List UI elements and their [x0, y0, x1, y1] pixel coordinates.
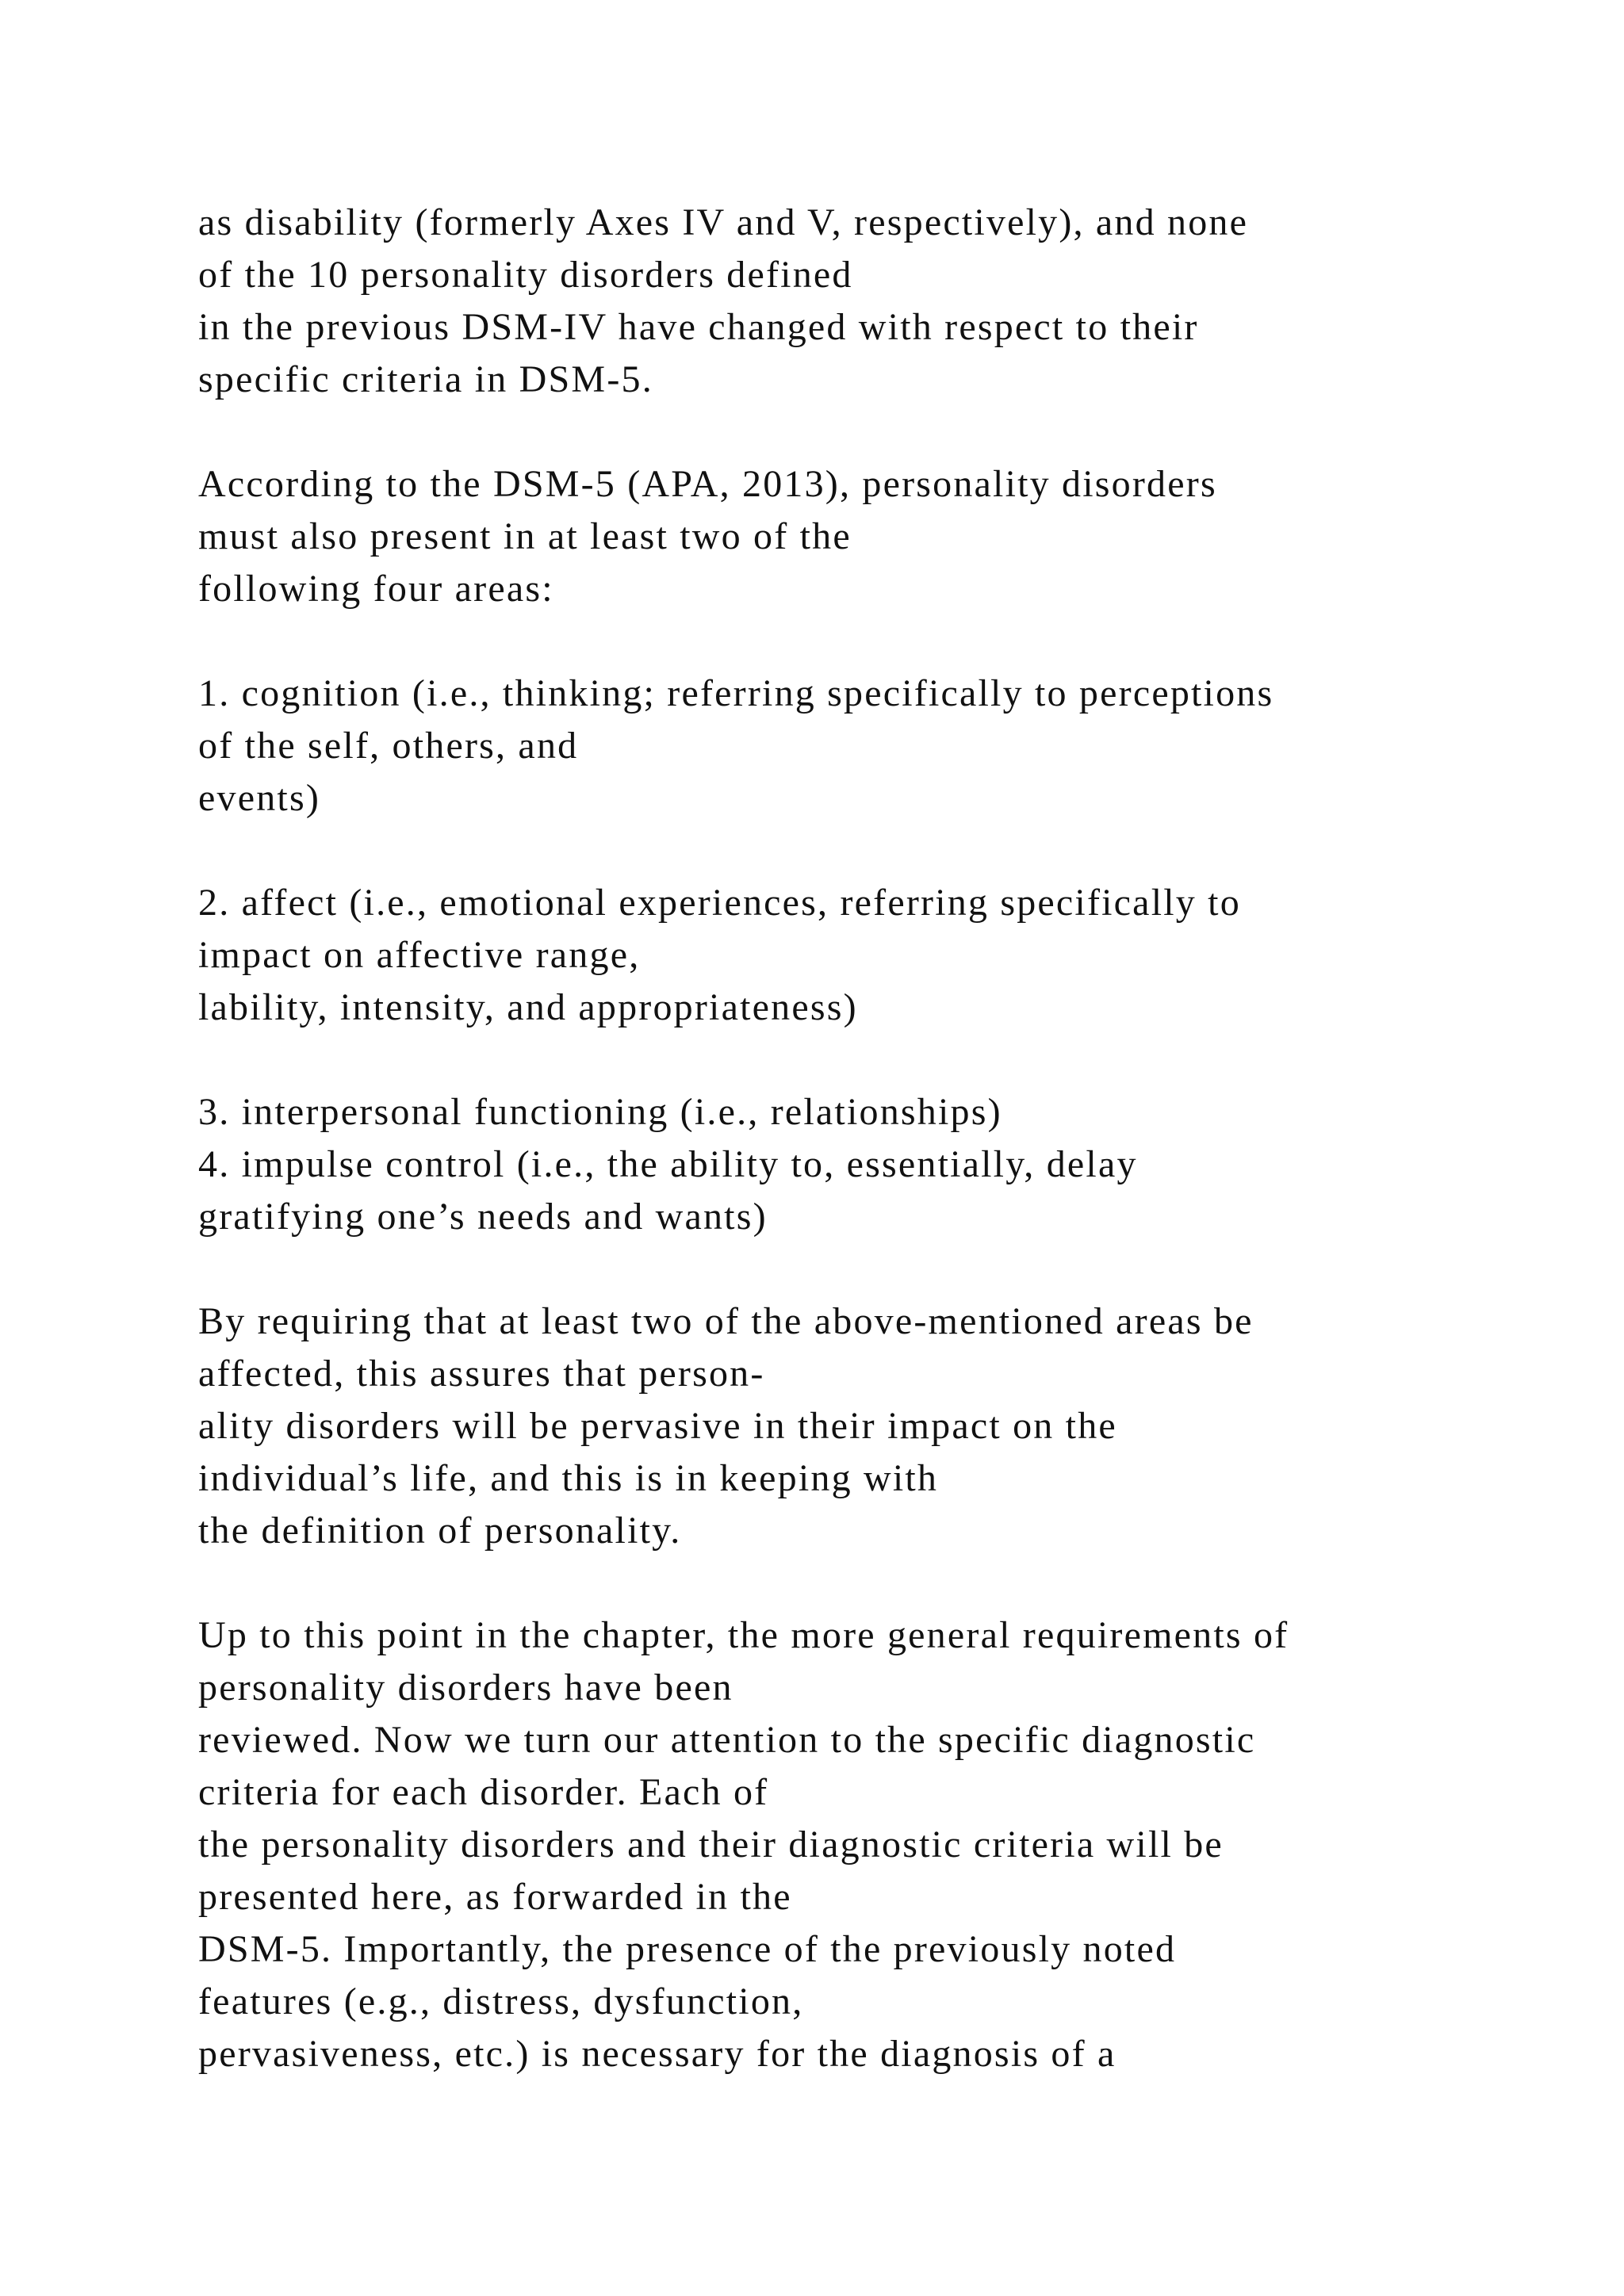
list-item-affect [198, 877, 1594, 1034]
paragraph-gap [198, 1034, 1594, 1086]
paragraph-gap [198, 406, 1594, 458]
text-line: 4. impulse control (i.e., the ability to, essentially, delay [198, 1143, 1138, 1185]
text-line: in the previous DSM-IV have changed with respect to their [198, 306, 1199, 348]
text-line: individual’s life, and this is in keeping with [198, 1457, 939, 1499]
paragraph-pervasive-impact [198, 1295, 1594, 1557]
text-line: must also present in at least two of the [198, 515, 852, 557]
text-line: By requiring that at least two of the above-mentioned areas be [198, 1300, 1254, 1342]
text-line: features (e.g., distress, dysfunction, [198, 1980, 804, 2022]
text-line: personality disorders have been [198, 1667, 733, 1709]
text-line: DSM-5. Importantly, the presence of the previously noted [198, 1928, 1177, 1970]
paragraph-specific-criteria [198, 1609, 1594, 2080]
text-line: as disability (formerly Axes IV and V, respectively), and none [198, 201, 1249, 243]
text-line: 2. affect (i.e., emotional experiences, referring specifically to [198, 882, 1241, 924]
text-line: According to the DSM-5 (APA, 2013), personality disorders [198, 463, 1217, 505]
text-line: criteria for each disorder. Each of [198, 1771, 769, 1813]
text-line: reviewed. Now we turn our attention to the specific diagnostic [198, 1719, 1256, 1761]
text-line: the definition of personality. [198, 1510, 682, 1552]
text-line: specific criteria in DSM-5. [198, 358, 653, 400]
text-line: the personality disorders and their diagnostic criteria will be [198, 1823, 1224, 1866]
text-line: 3. interpersonal functioning (i.e., relationships) [198, 1091, 1002, 1133]
paragraph-gap [198, 825, 1594, 877]
paragraph-gap [198, 1557, 1594, 1609]
paragraph-axes-note [198, 197, 1594, 406]
text-line: of the 10 personality disorders defined [198, 254, 853, 296]
text-line: affected, this assures that person- [198, 1353, 765, 1395]
text-line: following four areas: [198, 568, 554, 610]
text-line: ality disorders will be pervasive in their impact on the [198, 1405, 1117, 1447]
paragraph-gap [198, 615, 1594, 668]
text-line: gratifying one’s needs and wants) [198, 1196, 768, 1238]
document-body [198, 197, 1594, 2080]
text-line: of the self, others, and [198, 725, 579, 767]
text-line: impact on affective range, [198, 934, 641, 976]
text-line: presented here, as forwarded in the [198, 1876, 792, 1918]
list-items-interpersonal-impulse [198, 1086, 1594, 1243]
paragraph-four-areas-intro [198, 458, 1594, 615]
text-line: lability, intensity, and appropriateness) [198, 986, 858, 1028]
list-item-cognition [198, 668, 1594, 825]
paragraph-gap [198, 1243, 1594, 1295]
text-line: events) [198, 777, 321, 819]
text-line: 1. cognition (i.e., thinking; referring specifically to perceptions [198, 672, 1274, 714]
text-line: Up to this point in the chapter, the more general requirements of [198, 1614, 1289, 1656]
text-line: pervasiveness, etc.) is necessary for the diagnosis of a [198, 2033, 1116, 2075]
